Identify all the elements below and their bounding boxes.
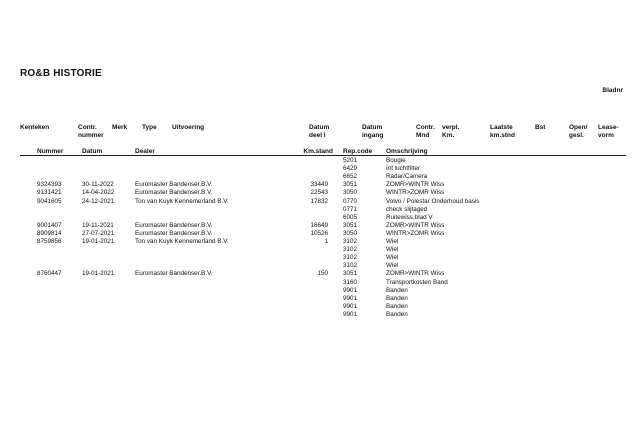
cell-repcode: 0771 bbox=[343, 205, 358, 213]
col-bst: Bst bbox=[535, 124, 546, 131]
cell-dealer: Ton van Kuyk Kennemerland B.V. bbox=[135, 197, 229, 205]
cell-omschrijving: Wiel bbox=[386, 246, 399, 254]
cell-dealer: Euromaster Bandenser.B.V. bbox=[135, 189, 213, 197]
cell-kmstand: 16649 bbox=[310, 221, 328, 229]
cell-omschrijving: WINTR>ZOMR Wiss bbox=[386, 229, 445, 237]
col-nummer: Nummer bbox=[37, 148, 64, 155]
cell-datum: 27-07-2021 bbox=[82, 229, 115, 237]
cell-omschrijving: ZOMR>WINTR Wiss bbox=[386, 181, 445, 189]
cell-dealer: Euromaster Bandenser.B.V. bbox=[135, 229, 213, 237]
cell-repcode: 3050 bbox=[343, 229, 358, 237]
cell-datum: 19-01-2021 bbox=[82, 270, 115, 278]
col-kenteken: Kenteken bbox=[20, 124, 50, 131]
cell-repcode: 9901 bbox=[343, 302, 358, 310]
cell-repcode: 3102 bbox=[343, 254, 358, 262]
cell-nummer: 9041605 bbox=[37, 197, 62, 205]
cell-repcode: 6429 bbox=[343, 165, 358, 173]
col-datum: Datum bbox=[82, 148, 103, 155]
cell-datum: 14-04-2022 bbox=[82, 189, 115, 197]
cell-dealer: Euromaster Bandenser.B.V. bbox=[135, 221, 213, 229]
cell-nummer: 8759856 bbox=[37, 238, 62, 245]
col-open-gesl: Open/ gesl. bbox=[569, 124, 588, 139]
page-title: RO&B HISTORIE bbox=[20, 68, 102, 79]
cell-omschrijving: Radar/Camera bbox=[386, 173, 428, 181]
cell-omschrijving: Wiel bbox=[386, 262, 399, 270]
col-merk: Merk bbox=[112, 124, 128, 131]
cell-omschrijving: Wiel bbox=[386, 254, 399, 262]
cell-omschrijving: Ruitewiss.blad V bbox=[386, 213, 433, 221]
cell-datum: 19-01-2021 bbox=[82, 238, 115, 245]
cell-omschrijving: Banden bbox=[386, 310, 408, 318]
cell-datum: 30-11-2022 bbox=[82, 181, 114, 189]
cell-nummer: 9131421 bbox=[37, 189, 62, 197]
cell-omschrijving: ZOMR>WINTR Wiss bbox=[386, 221, 445, 229]
cell-repcode: 3102 bbox=[343, 262, 358, 270]
col-omschrijving: Omschrijving bbox=[386, 148, 428, 155]
cell-repcode: 3051 bbox=[343, 270, 358, 278]
cell-datum: 24-12-2021 bbox=[82, 197, 115, 205]
page-number-label: Bladnr bbox=[602, 87, 623, 94]
cell-dealer: Euromaster Bandenser.B.V. bbox=[135, 270, 213, 278]
cell-omschrijving: Banden bbox=[386, 294, 408, 302]
col-uitvoering: Uitvoering bbox=[172, 124, 205, 131]
cell-omschrijving: ZOMR>WINTR Wiss bbox=[386, 270, 445, 278]
cell-omschrijving: Transportkosten Band bbox=[386, 278, 448, 286]
cell-kmstand: 22543 bbox=[310, 189, 328, 197]
cell-repcode: 3102 bbox=[343, 246, 358, 254]
cell-omschrijving: Banden bbox=[386, 286, 408, 294]
cell-repcode: 6652 bbox=[343, 173, 358, 181]
cell-repcode: 9901 bbox=[343, 286, 358, 294]
cell-omschrijving: WINTR>ZOMR Wiss bbox=[386, 189, 445, 197]
cell-omschrijving: check slijtaged bbox=[386, 205, 428, 213]
col-dealer: Dealer bbox=[135, 148, 155, 155]
cell-repcode: 5201 bbox=[343, 157, 358, 164]
cell-kmstand: 1 bbox=[324, 238, 328, 245]
header-divider bbox=[20, 155, 626, 156]
cell-repcode: 9901 bbox=[343, 310, 358, 318]
cell-kmstand: 17832 bbox=[310, 197, 328, 205]
col-datum-ingang: Datum ingang bbox=[362, 124, 384, 139]
cell-omschrijving: Wiel bbox=[386, 238, 399, 245]
cell-nummer: 8909814 bbox=[37, 229, 62, 237]
cell-repcode: 3160 bbox=[343, 278, 358, 286]
cell-omschrijving: Banden bbox=[386, 302, 408, 310]
cell-nummer: 8760447 bbox=[37, 270, 62, 278]
col-contr-mnd: Contr. Mnd bbox=[416, 124, 435, 139]
cell-kmstand: 10526 bbox=[310, 229, 328, 237]
cell-repcode: 6005 bbox=[343, 213, 358, 221]
col-lease-vorm: Lease- vorm bbox=[598, 124, 619, 139]
col-contr-nummer: Contr. nummer bbox=[78, 124, 104, 139]
col-kmstand: Km.stand bbox=[303, 148, 333, 155]
cell-nummer: 9001407 bbox=[37, 221, 62, 229]
col-verpl-km: verpl. Km. bbox=[442, 124, 460, 139]
cell-repcode: 3051 bbox=[343, 181, 358, 189]
col-datum-deel1: Datum deel I bbox=[309, 124, 330, 139]
cell-dealer: Euromaster Bandenser.B.V. bbox=[135, 181, 213, 189]
col-laatste-km: Laatste km.stnd bbox=[490, 124, 515, 139]
cell-nummer: 9324393 bbox=[37, 181, 62, 189]
cell-repcode: 9901 bbox=[343, 294, 358, 302]
cell-kmstand: 33449 bbox=[310, 181, 328, 189]
cell-omschrijving: Volvo / Polestar Onderhoud basis bbox=[386, 197, 480, 205]
table-row bbox=[0, 311, 640, 320]
cell-repcode: 3051 bbox=[343, 221, 358, 229]
cell-omschrijving: Bougie bbox=[386, 157, 406, 164]
cell-omschrijving: Int luchtfilter bbox=[386, 165, 420, 173]
cell-repcode: 3102 bbox=[343, 238, 358, 245]
cell-repcode: 3050 bbox=[343, 189, 358, 197]
cell-repcode: 0770 bbox=[343, 197, 358, 205]
cell-kmstand: 150 bbox=[317, 270, 328, 278]
cell-datum: 19-11-2021 bbox=[82, 221, 114, 229]
col-repcode: Rep.code bbox=[343, 148, 373, 155]
cell-dealer: Ton van Kuyk Kennemerland B.V. bbox=[135, 238, 229, 245]
col-type: Type bbox=[142, 124, 157, 131]
